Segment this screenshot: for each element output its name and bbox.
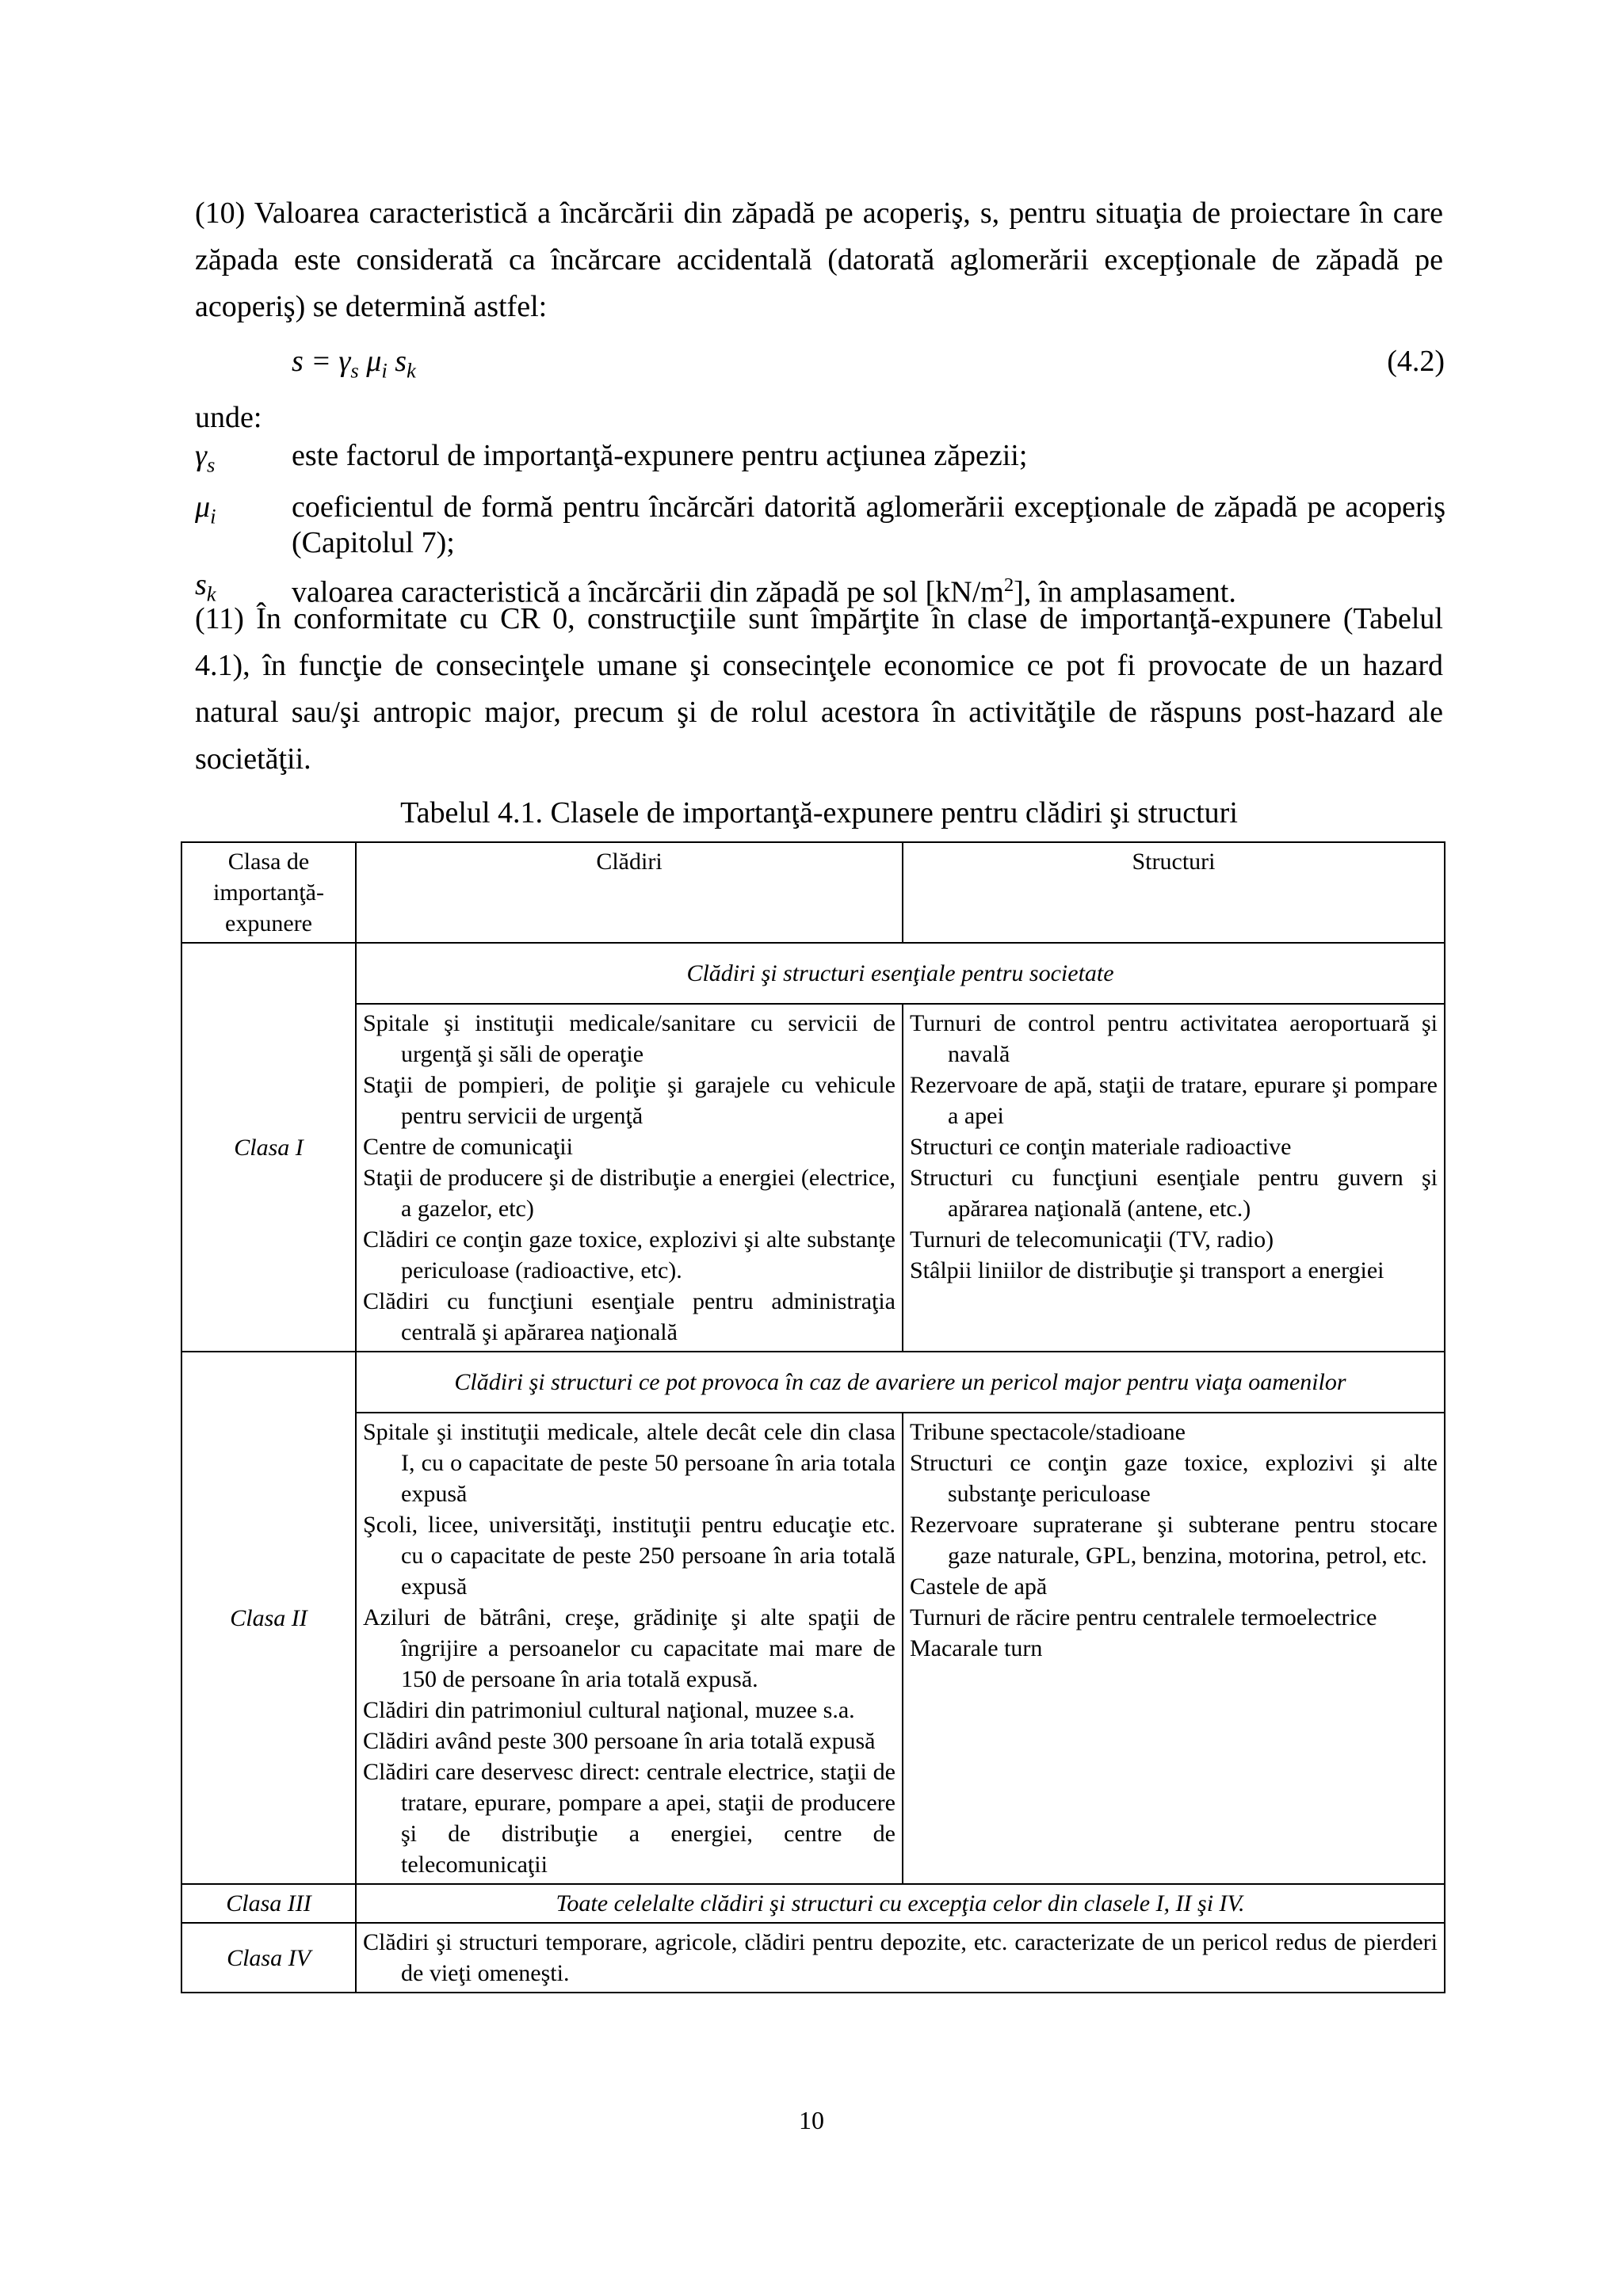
list-item: Clădiri ce conţin gaze toxice, explozivi şi alte substanţe periculoase (radioactive, etc). <box>363 1226 896 1283</box>
list-item: Clădiri cu funcţiuni esenţiale pentru administraţia centrală şi apărarea naţională <box>363 1288 896 1345</box>
header-cladiri: Clădiri <box>356 842 903 943</box>
list-item: Clădiri care deservesc direct: centrale electrice, staţii de tratare, epurare, pompare a apei, staţii de producere şi de distribuţie a energiei, centre de telecomunicaţii <box>363 1759 896 1878</box>
where-label: unde: <box>195 401 262 434</box>
importance-classes-table <box>181 841 1445 1993</box>
list-item: Staţii de producere şi de distribuţie a energiei (electrice, a gazelor, etc) <box>363 1165 896 1222</box>
list-item: Macarale turn <box>910 1635 1043 1661</box>
list-item: Spitale şi instituţii medicale/sanitare cu servicii de urgenţă şi săli de operaţie <box>363 1010 896 1067</box>
class-1-label: Clasa I <box>181 943 356 1352</box>
list-item: Spitale şi instituţii medicale, altele decât cele din clasa I, cu o capacitate de peste 50 persoane în aria totala expusă <box>363 1419 896 1507</box>
list-item: Centre de comunicaţii <box>363 1134 573 1160</box>
class-1-content-row <box>181 1004 1445 1352</box>
paragraph-11: (11) În conformitate cu CR 0, construcţiile sunt împărţite în clase de importanţă-expunere (Tabelul 4.1), în funcţie de consecinţele umane şi consecinţele economice ce pot fi provocate de un hazard natural sau/şi antropic major, precum şi de rolul acestora în activităţile de răspuns post-hazard ale societăţii. <box>195 602 1443 776</box>
list-item: Rezervoare supraterane şi subterane pentru stocare gaze naturale, GPL, benzina, motorina, petrol, etc. <box>910 1512 1438 1569</box>
formula-mu: μ <box>358 345 382 378</box>
definition-text: valoarea caracteristică a încărcării din zăpadă pe sol $[kN/m^2]$, în amplasament. <box>292 574 1236 609</box>
list-item: Stâlpii liniilor de distribuţie şi transport a energiei <box>910 1257 1384 1283</box>
list-item: Staţii de pompieri, de poliţie şi garajele cu vehicule pentru servicii de urgenţă <box>363 1072 896 1129</box>
class-4-label: Clasa IV <box>181 1923 356 1993</box>
class-4-cell <box>356 1923 1445 1993</box>
header-structuri: Structuri <box>903 842 1445 943</box>
class-1-title-row <box>181 943 1445 1004</box>
page-number: 10 <box>799 2106 824 2134</box>
list-item: Şcoli, licee, universităţi, instituţii pentru educaţie etc. cu o capacitate de peste 250 persoane în aria totală expusă <box>363 1512 896 1600</box>
list-item: Rezervoare de apă, staţii de tratare, epurare şi pompare a apei <box>910 1072 1438 1129</box>
table-caption: Tabelul 4.1. Clasele de importanţă-expunere pentru clădiri şi structuri <box>400 796 1238 830</box>
list-item: Aziluri de bătrâni, creşe, grădiniţe şi alte spaţii de îngrijire a persoanelor cu capacitate mai mare de 150 de persoane în aria totală expusă. <box>363 1604 896 1692</box>
list-item: Structuri ce conţin gaze toxice, explozivi şi alte substanţe periculoase <box>910 1450 1438 1507</box>
formula-sub-s: s <box>350 358 359 383</box>
definition-gamma <box>195 438 1445 483</box>
class-2-content-row <box>181 1413 1445 1884</box>
class-2-label: Clasa II <box>181 1352 356 1884</box>
class-2-title: Clădiri şi structuri ce pot provoca în caz de avariere un pericol major pentru viaţa oamenilor <box>356 1352 1445 1413</box>
class-1-cladiri <box>356 1004 903 1352</box>
equation-number: (4.2) <box>1387 345 1445 378</box>
class-1-title: Clădiri şi structuri esenţiale pentru societate <box>356 943 1445 1004</box>
list-item: Turnuri de control pentru activitatea aeroportuară şi navală <box>910 1010 1438 1067</box>
class-1-structuri <box>903 1004 1445 1352</box>
class-4-text: Clădiri şi structuri temporare, agricole, clădiri pentru depozite, etc. caracterizate de un pericol redus de pierderi de vieţi omeneşti. <box>363 1929 1438 1986</box>
list-item: Clădiri având peste 300 persoane în aria totală expusă <box>363 1728 876 1754</box>
class-3-text: Toate celelalte clădiri şi structuri cu excepţia celor din clasele I, II şi IV. <box>356 1884 1445 1923</box>
class-3-label: Clasa III <box>181 1884 356 1923</box>
list-item: Structuri cu funcţiuni esenţiale pentru guvern şi apărarea naţională (antene, etc.) <box>910 1165 1438 1222</box>
list-item: Structuri ce conţin materiale radioactive <box>910 1134 1292 1160</box>
table-header-row <box>181 842 1445 943</box>
formula-sub-k: k <box>407 358 416 383</box>
class-2-cladiri <box>356 1413 903 1884</box>
definition-text: este factorul de importanţă-expunere pentru acţiunea zăpezii; <box>292 439 1028 472</box>
list-item: Tribune spectacole/stadioane <box>910 1419 1186 1445</box>
definition-mu <box>195 490 1445 561</box>
class-2-title-row <box>181 1352 1445 1413</box>
formula-sub-i: i <box>381 358 388 383</box>
class-2-structuri <box>903 1413 1445 1884</box>
list-item: Clădiri din patrimoniul cultural naţional, muzee s.a. <box>363 1697 855 1723</box>
symbol-definitions <box>195 438 1445 618</box>
header-class: Clasa de importanţă-expunere <box>181 842 356 943</box>
list-item: Castele de apă <box>910 1573 1048 1600</box>
symbol-mu: $\mu_i$ <box>195 490 216 528</box>
list-item: Turnuri de răcire pentru centralele termoelectrice <box>910 1604 1377 1630</box>
definition-text: coeficientul de formă pentru încărcări datorită aglomerării excepţionale de zăpadă pe acoperiş (Capitolul 7); <box>292 490 1445 559</box>
symbol-gamma: $\gamma_s$ <box>195 439 216 477</box>
symbol-sk: $s_k$ <box>195 567 216 606</box>
formula-lhs: s = γ <box>292 345 351 378</box>
class-4-row <box>181 1923 1445 1993</box>
list-item: Turnuri de telecomunicaţii (TV, radio) <box>910 1226 1274 1253</box>
formula-s: s <box>387 345 407 378</box>
formula-4-2 <box>292 344 1445 383</box>
class-3-row <box>181 1884 1445 1923</box>
paragraph-10: (10) Valoarea caracteristică a încărcării din zăpadă pe acoperiş, s, pentru situaţia de proiectare în care zăpada este considerată ca încărcare accidentală (datorată aglomerării excepţionale de zăpadă pe acoperiş) se determină astfel: <box>195 196 1443 323</box>
